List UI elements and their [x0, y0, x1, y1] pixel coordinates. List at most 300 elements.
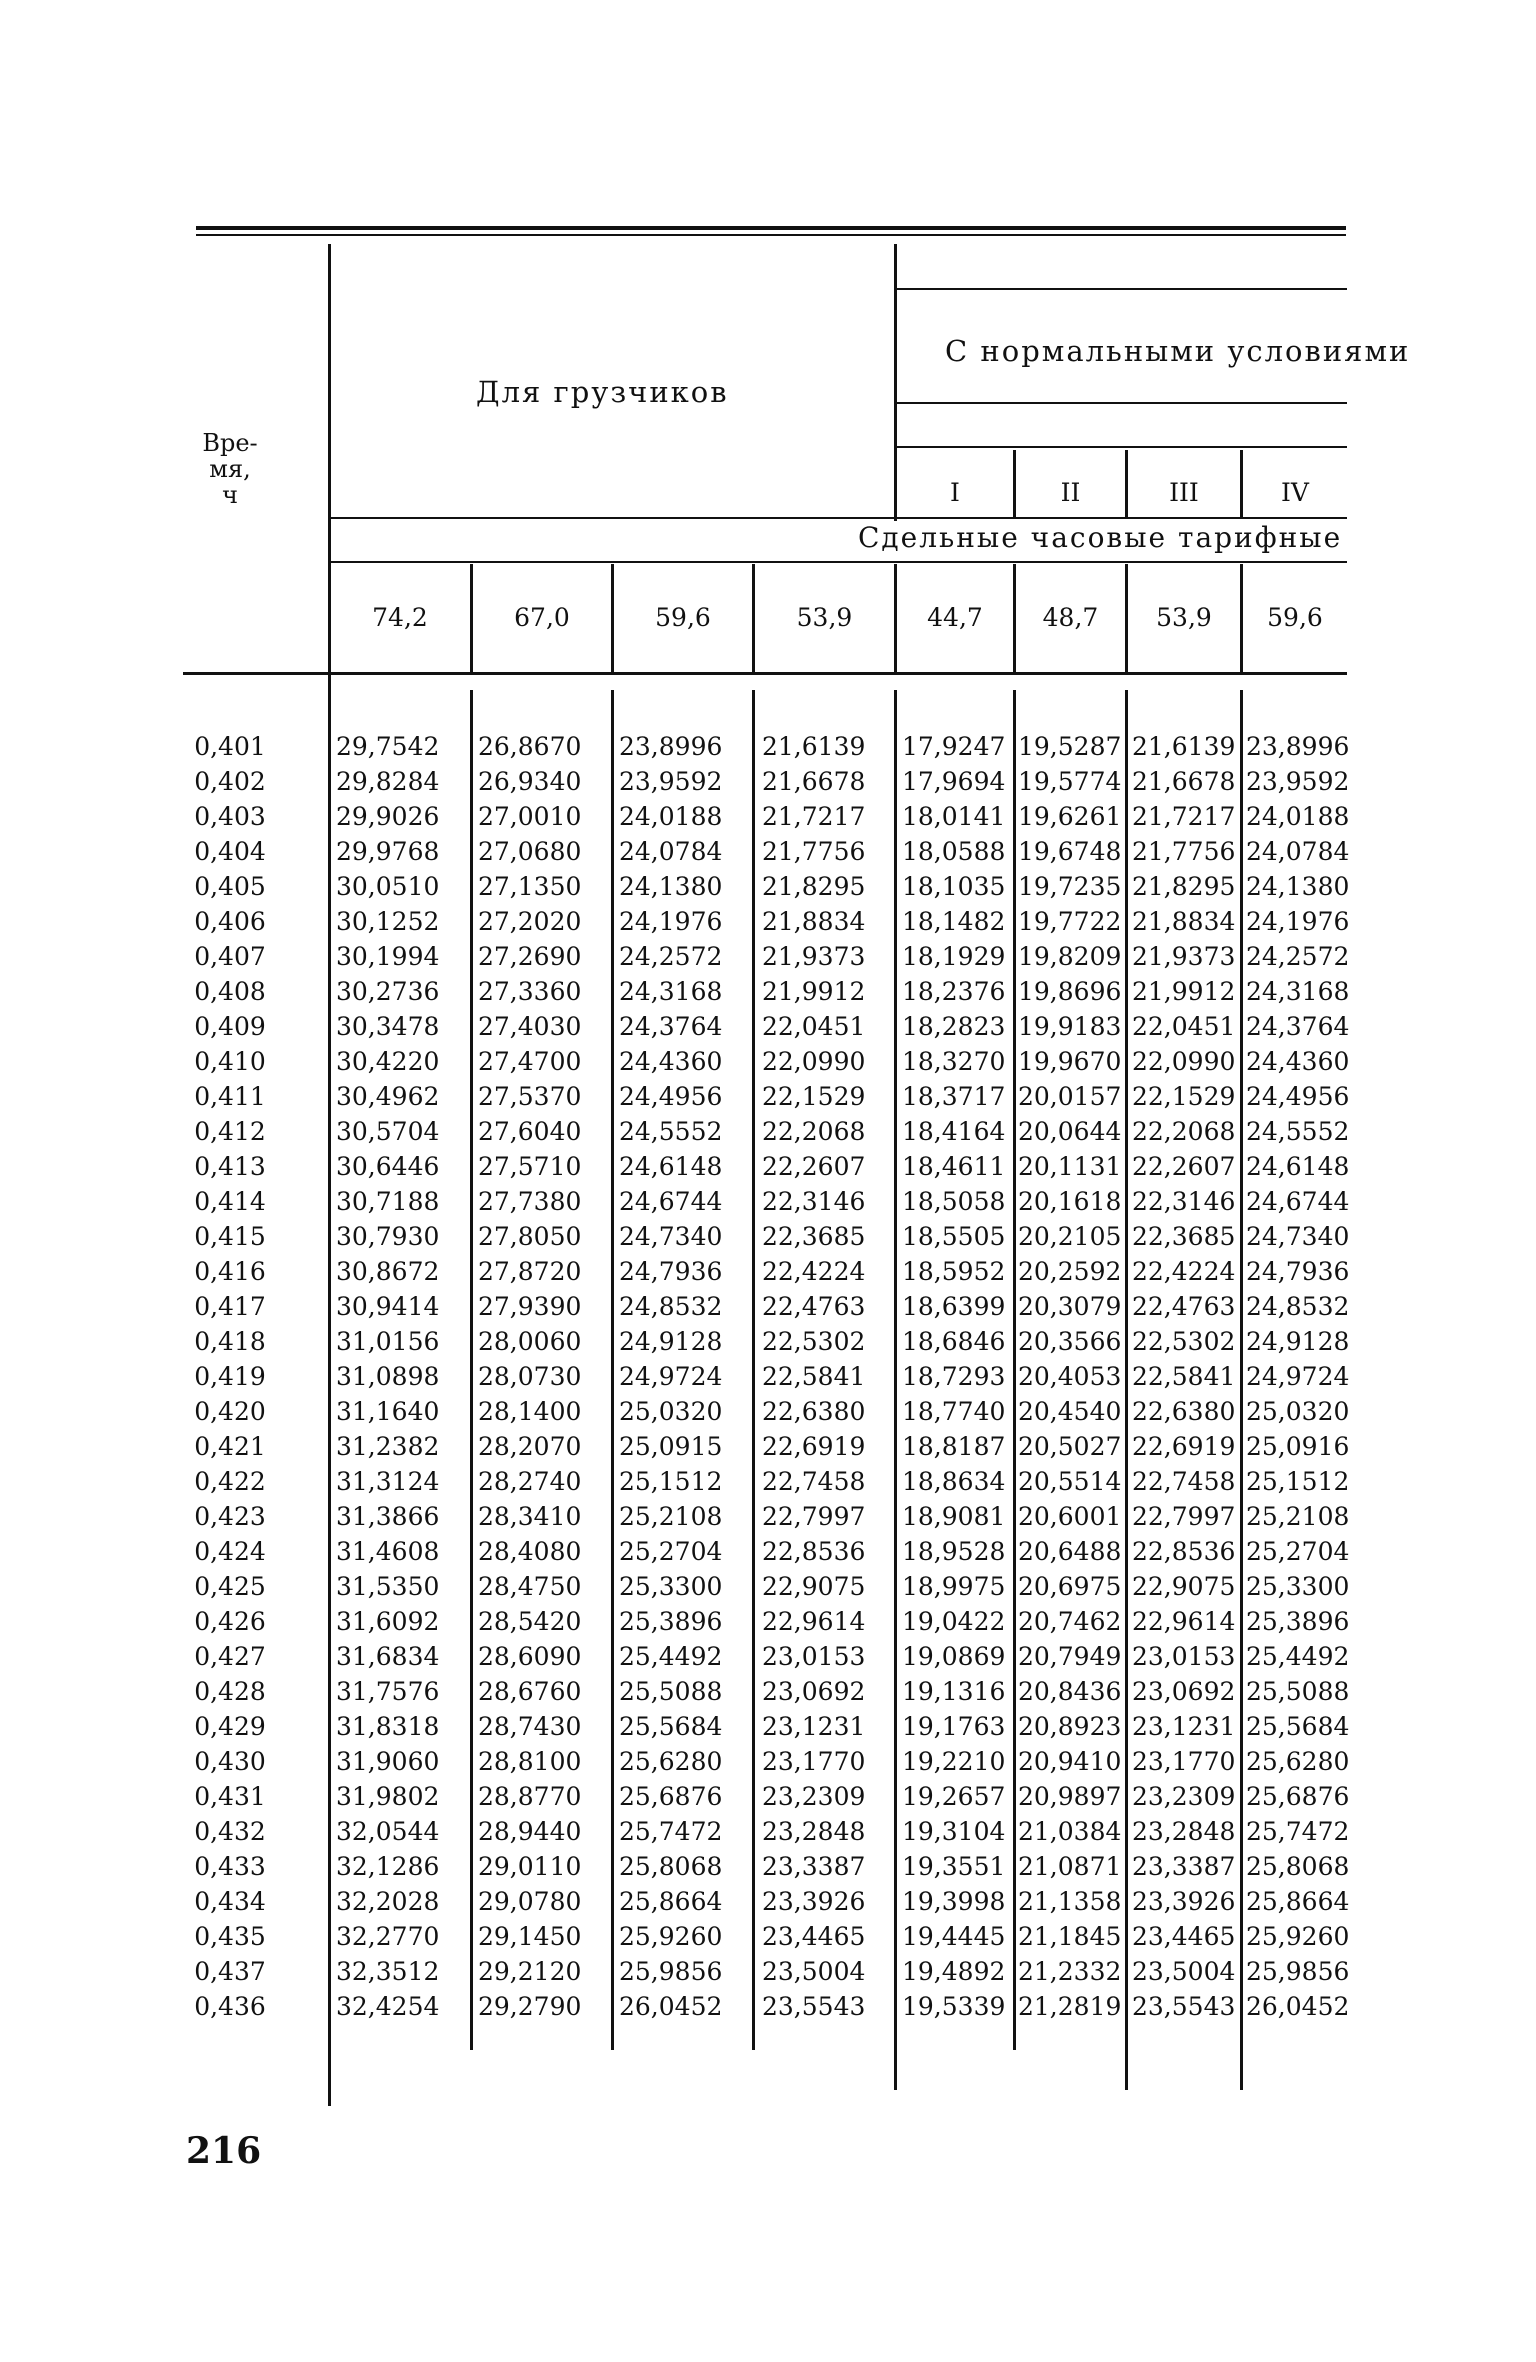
value-cell: 31,8318: [336, 1712, 440, 1741]
value-cell: 31,6092: [336, 1607, 440, 1636]
rate-header-7: 53,9: [1156, 603, 1212, 632]
value-cell: 20,8436: [1018, 1677, 1122, 1706]
value-cell: 18,9528: [902, 1537, 1006, 1566]
value-cell: 30,1994: [336, 942, 440, 971]
time-cell: 0,409: [194, 1012, 266, 1041]
value-cell: 29,8284: [336, 767, 440, 796]
time-cell: 0,405: [194, 872, 266, 901]
value-cell: 23,2309: [762, 1782, 866, 1811]
value-cell: 25,0915: [619, 1432, 723, 1461]
value-cell: 28,5420: [478, 1607, 582, 1636]
value-cell: 25,0320: [1246, 1397, 1350, 1426]
value-cell: 24,4360: [1246, 1047, 1350, 1076]
top-rule: [196, 226, 1346, 230]
value-cell: 21,1845: [1018, 1922, 1122, 1951]
value-cell: 25,1512: [619, 1467, 723, 1496]
value-cell: 23,0692: [1132, 1677, 1236, 1706]
value-cell: 19,2657: [902, 1782, 1006, 1811]
value-cell: 20,7462: [1018, 1607, 1122, 1636]
value-cell: 24,0188: [619, 802, 723, 831]
value-cell: 24,1380: [619, 872, 723, 901]
time-cell: 0,419: [194, 1362, 266, 1391]
value-cell: 26,0452: [1246, 1992, 1350, 2021]
value-cell: 22,5302: [1132, 1327, 1236, 1356]
value-cell: 18,7293: [902, 1362, 1006, 1391]
value-cell: 19,5774: [1018, 767, 1122, 796]
value-cell: 19,3551: [902, 1852, 1006, 1881]
time-cell: 0,401: [194, 732, 266, 761]
value-cell: 18,1929: [902, 942, 1006, 971]
top-rule-thin: [196, 234, 1346, 236]
value-cell: 25,7472: [619, 1817, 723, 1846]
time-cell: 0,407: [194, 942, 266, 971]
body-rule-1: [470, 690, 473, 2050]
value-cell: 30,3478: [336, 1012, 440, 1041]
value-cell: 25,6280: [619, 1747, 723, 1776]
value-cell: 26,8670: [478, 732, 582, 761]
value-cell: 20,9410: [1018, 1747, 1122, 1776]
value-cell: 27,0010: [478, 802, 582, 831]
value-cell: 20,1131: [1018, 1152, 1122, 1181]
rate-header-6: 48,7: [1042, 603, 1099, 632]
value-cell: 22,9075: [1132, 1572, 1236, 1601]
value-cell: 22,4763: [762, 1292, 866, 1321]
value-cell: 21,6678: [762, 767, 866, 796]
value-cell: 29,2790: [478, 1992, 582, 2021]
normal-conditions-header: С нормальными условиями: [945, 334, 1411, 368]
value-cell: 23,0153: [762, 1642, 866, 1671]
time-cell: 0,420: [194, 1397, 266, 1426]
value-column-3: [619, 729, 749, 2024]
value-cell: 31,0156: [336, 1327, 440, 1356]
value-cell: 21,8295: [1132, 872, 1236, 901]
value-cell: 23,3387: [762, 1852, 866, 1881]
value-cell: 18,6399: [902, 1292, 1006, 1321]
value-cell: 30,2736: [336, 977, 440, 1006]
value-cell: 25,5088: [1246, 1677, 1350, 1706]
time-cell: 0,412: [194, 1117, 266, 1146]
rates-label-top-rule: [330, 517, 1347, 519]
value-cell: 21,8834: [762, 907, 866, 936]
value-cell: 27,8050: [478, 1222, 582, 1251]
roman-IV: IV: [1281, 478, 1309, 507]
value-cell: 20,9897: [1018, 1782, 1122, 1811]
value-cell: 22,6380: [1132, 1397, 1236, 1426]
value-cell: 31,5350: [336, 1572, 440, 1601]
value-cell: 25,4492: [619, 1642, 723, 1671]
value-cell: 20,3079: [1018, 1292, 1122, 1321]
value-cell: 27,9390: [478, 1292, 582, 1321]
time-cell: 0,425: [194, 1572, 266, 1601]
value-cell: 19,3104: [902, 1817, 1006, 1846]
loaders-header: Для грузчиков: [476, 375, 729, 409]
value-cell: 30,4220: [336, 1047, 440, 1076]
value-cell: 22,7997: [1132, 1502, 1236, 1531]
time-cell: 0,433: [194, 1852, 266, 1881]
value-cell: 27,5710: [478, 1152, 582, 1181]
value-cell: 22,9075: [762, 1572, 866, 1601]
value-cell: 24,3764: [1246, 1012, 1350, 1041]
value-cell: 22,4224: [1132, 1257, 1236, 1286]
value-cell: 19,2210: [902, 1747, 1006, 1776]
value-cell: 24,4956: [1246, 1082, 1350, 1111]
value-cell: 21,9912: [1132, 977, 1236, 1006]
value-cell: 31,1640: [336, 1397, 440, 1426]
body-rule-4: [894, 690, 897, 2090]
value-cell: 23,2309: [1132, 1782, 1236, 1811]
value-cell: 27,5370: [478, 1082, 582, 1111]
value-cell: 22,4763: [1132, 1292, 1236, 1321]
value-cell: 25,9260: [619, 1922, 723, 1951]
value-cell: 27,2690: [478, 942, 582, 971]
time-cell: 0,410: [194, 1047, 266, 1076]
value-cell: 27,3360: [478, 977, 582, 1006]
value-cell: 30,8672: [336, 1257, 440, 1286]
body-rule-5: [1013, 690, 1016, 2050]
value-cell: 20,1618: [1018, 1187, 1122, 1216]
value-cell: 19,6261: [1018, 802, 1122, 831]
body-rule-6: [1125, 690, 1128, 2090]
value-cell: 17,9694: [902, 767, 1006, 796]
value-cell: 23,5004: [762, 1957, 866, 1986]
value-cell: 20,3566: [1018, 1327, 1122, 1356]
value-cell: 28,1400: [478, 1397, 582, 1426]
value-cell: 24,9128: [1246, 1327, 1350, 1356]
value-cell: 24,7936: [1246, 1257, 1350, 1286]
value-cell: 21,6678: [1132, 767, 1236, 796]
value-cell: 23,8996: [619, 732, 723, 761]
value-cell: 22,4224: [762, 1257, 866, 1286]
value-cell: 25,3300: [1246, 1572, 1350, 1601]
time-cell: 0,415: [194, 1222, 266, 1251]
value-column-5: [902, 729, 1012, 2024]
value-cell: 23,3926: [1132, 1887, 1236, 1916]
rate-header-8: 59,6: [1267, 603, 1323, 632]
value-cell: 25,9260: [1246, 1922, 1350, 1951]
value-cell: 28,0060: [478, 1327, 582, 1356]
value-cell: 31,2382: [336, 1432, 440, 1461]
time-cell: 0,426: [194, 1607, 266, 1636]
value-cell: 30,5704: [336, 1117, 440, 1146]
value-cell: 28,2740: [478, 1467, 582, 1496]
value-cell: 30,6446: [336, 1152, 440, 1181]
value-cell: 25,2704: [1246, 1537, 1350, 1566]
value-cell: 20,0644: [1018, 1117, 1122, 1146]
value-cell: 18,5952: [902, 1257, 1006, 1286]
value-cell: 24,3764: [619, 1012, 723, 1041]
value-cell: 25,2704: [619, 1537, 723, 1566]
value-cell: 25,9856: [1246, 1957, 1350, 1986]
value-cell: 22,7458: [762, 1467, 866, 1496]
value-cell: 23,1770: [1132, 1747, 1236, 1776]
value-cell: 20,8923: [1018, 1712, 1122, 1741]
value-cell: 32,0544: [336, 1817, 440, 1846]
value-cell: 22,7997: [762, 1502, 866, 1531]
value-cell: 30,9414: [336, 1292, 440, 1321]
value-cell: 18,5058: [902, 1187, 1006, 1216]
value-cell: 30,7930: [336, 1222, 440, 1251]
value-cell: 18,1035: [902, 872, 1006, 901]
col-rule-time: [328, 244, 331, 2106]
value-cell: 19,5287: [1018, 732, 1122, 761]
value-cell: 24,7936: [619, 1257, 723, 1286]
time-cell: 0,434: [194, 1887, 266, 1916]
time-cell: 0,411: [194, 1082, 266, 1111]
value-cell: 23,1231: [1132, 1712, 1236, 1741]
value-cell: 22,2607: [1132, 1152, 1236, 1181]
value-cell: 27,2020: [478, 907, 582, 936]
roman-II: II: [1060, 478, 1081, 507]
value-cell: 18,7740: [902, 1397, 1006, 1426]
rates-label-bottom-rule: [330, 561, 1347, 563]
value-cell: 22,0990: [762, 1047, 866, 1076]
value-cell: 24,6148: [1246, 1152, 1350, 1181]
value-cell: 18,8634: [902, 1467, 1006, 1496]
value-cell: 19,6748: [1018, 837, 1122, 866]
value-cell: 21,7217: [1132, 802, 1236, 831]
time-cell: 0,414: [194, 1187, 266, 1216]
value-cell: 18,4164: [902, 1117, 1006, 1146]
value-cell: 23,2848: [1132, 1817, 1236, 1846]
value-cell: 22,6919: [762, 1432, 866, 1461]
value-cell: 25,0916: [1246, 1432, 1350, 1461]
value-cell: 30,0510: [336, 872, 440, 901]
value-cell: 20,5514: [1018, 1467, 1122, 1496]
value-cell: 32,2028: [336, 1887, 440, 1916]
value-cell: 22,3146: [1132, 1187, 1236, 1216]
value-column-7: [1132, 729, 1240, 2024]
value-cell: 28,8100: [478, 1747, 582, 1776]
value-cell: 27,0680: [478, 837, 582, 866]
time-column-header: Вре- мя, ч: [202, 429, 258, 509]
value-cell: 19,9670: [1018, 1047, 1122, 1076]
value-cell: 31,3866: [336, 1502, 440, 1531]
value-column-2: [478, 729, 608, 2024]
value-cell: 19,8209: [1018, 942, 1122, 971]
value-cell: 29,7542: [336, 732, 440, 761]
value-cell: 25,9856: [619, 1957, 723, 1986]
time-cell: 0,432: [194, 1817, 266, 1846]
value-cell: 23,9592: [1246, 767, 1350, 796]
time-cell: 0,428: [194, 1677, 266, 1706]
value-cell: 30,7188: [336, 1187, 440, 1216]
value-cell: 31,9060: [336, 1747, 440, 1776]
roman-III: III: [1169, 478, 1199, 507]
value-cell: 31,6834: [336, 1642, 440, 1671]
value-cell: 22,1529: [1132, 1082, 1236, 1111]
time-cell: 0,422: [194, 1467, 266, 1496]
value-cell: 21,0871: [1018, 1852, 1122, 1881]
value-cell: 19,0869: [902, 1642, 1006, 1671]
value-cell: 23,3926: [762, 1887, 866, 1916]
value-cell: 29,9768: [336, 837, 440, 866]
value-cell: 30,1252: [336, 907, 440, 936]
value-cell: 22,0451: [762, 1012, 866, 1041]
time-cell: 0,421: [194, 1432, 266, 1461]
time-cell: 0,406: [194, 907, 266, 936]
header-bottom-rule: [183, 672, 1347, 675]
value-cell: 28,6760: [478, 1677, 582, 1706]
value-cell: 25,5684: [1246, 1712, 1350, 1741]
value-cell: 18,0141: [902, 802, 1006, 831]
value-cell: 23,5543: [1132, 1992, 1236, 2021]
value-cell: 29,0780: [478, 1887, 582, 1916]
value-cell: 25,8664: [619, 1887, 723, 1916]
value-cell: 18,6846: [902, 1327, 1006, 1356]
value-column-8: [1246, 729, 1350, 2024]
value-cell: 19,3998: [902, 1887, 1006, 1916]
body-rule-2: [611, 690, 614, 2050]
value-cell: 24,7340: [619, 1222, 723, 1251]
roman-top-rule: [897, 446, 1347, 448]
value-cell: 28,4750: [478, 1572, 582, 1601]
value-cell: 22,6919: [1132, 1432, 1236, 1461]
value-cell: 25,3300: [619, 1572, 723, 1601]
value-cell: 32,4254: [336, 1992, 440, 2021]
time-cell: 0,430: [194, 1747, 266, 1776]
value-column-4: [762, 729, 892, 2024]
value-cell: 32,3512: [336, 1957, 440, 1986]
value-cell: 24,2572: [619, 942, 723, 971]
value-cell: 22,9614: [762, 1607, 866, 1636]
value-cell: 25,1512: [1246, 1467, 1350, 1496]
value-cell: 23,1231: [762, 1712, 866, 1741]
value-cell: 18,9975: [902, 1572, 1006, 1601]
value-cell: 26,0452: [619, 1992, 723, 2021]
time-cell: 0,436: [194, 1992, 266, 2021]
value-cell: 21,1358: [1018, 1887, 1122, 1916]
value-cell: 18,2823: [902, 1012, 1006, 1041]
time-cell: 0,424: [194, 1537, 266, 1566]
value-cell: 30,4962: [336, 1082, 440, 1111]
value-cell: 23,5004: [1132, 1957, 1236, 1986]
value-cell: 22,9614: [1132, 1607, 1236, 1636]
value-cell: 24,3168: [1246, 977, 1350, 1006]
value-cell: 23,4465: [1132, 1922, 1236, 1951]
value-cell: 20,6488: [1018, 1537, 1122, 1566]
value-cell: 21,8834: [1132, 907, 1236, 936]
value-cell: 23,0153: [1132, 1642, 1236, 1671]
value-cell: 18,0588: [902, 837, 1006, 866]
value-cell: 22,2068: [1132, 1117, 1236, 1146]
value-cell: 29,9026: [336, 802, 440, 831]
value-cell: 21,6139: [762, 732, 866, 761]
normal-conditions-bottom-rule: [897, 402, 1347, 404]
value-cell: 24,5552: [1246, 1117, 1350, 1146]
value-cell: 21,0384: [1018, 1817, 1122, 1846]
time-cell: 0,427: [194, 1642, 266, 1671]
value-cell: 24,6744: [619, 1187, 723, 1216]
value-cell: 24,6148: [619, 1152, 723, 1181]
time-cell: 0,437: [194, 1957, 266, 1986]
rate-header-3: 59,6: [655, 603, 711, 632]
value-cell: 22,1529: [762, 1082, 866, 1111]
value-cell: 25,6876: [619, 1782, 723, 1811]
value-cell: 25,4492: [1246, 1642, 1350, 1671]
value-cell: 24,2572: [1246, 942, 1350, 971]
value-cell: 24,0784: [619, 837, 723, 866]
value-cell: 28,4080: [478, 1537, 582, 1566]
value-cell: 24,4956: [619, 1082, 723, 1111]
value-cell: 22,3685: [1132, 1222, 1236, 1251]
time-cell: 0,418: [194, 1327, 266, 1356]
value-cell: 19,5339: [902, 1992, 1006, 2021]
value-cell: 25,3896: [1246, 1607, 1350, 1636]
value-cell: 22,7458: [1132, 1467, 1236, 1496]
time-cell: 0,417: [194, 1292, 266, 1321]
value-cell: 32,1286: [336, 1852, 440, 1881]
value-cell: 21,9912: [762, 977, 866, 1006]
value-cell: 27,6040: [478, 1117, 582, 1146]
value-cell: 24,1976: [1246, 907, 1350, 936]
value-cell: 20,4540: [1018, 1397, 1122, 1426]
value-cell: 21,7756: [762, 837, 866, 866]
value-cell: 25,2108: [619, 1502, 723, 1531]
value-cell: 18,3270: [902, 1047, 1006, 1076]
value-cell: 21,7756: [1132, 837, 1236, 866]
roman-I: I: [950, 478, 960, 507]
rate-header-2: 67,0: [514, 603, 570, 632]
value-cell: 20,0157: [1018, 1082, 1122, 1111]
body-rule-3: [752, 690, 755, 2050]
value-cell: 19,8696: [1018, 977, 1122, 1006]
time-cell: 0,402: [194, 767, 266, 796]
value-cell: 19,0422: [902, 1607, 1006, 1636]
value-cell: 32,2770: [336, 1922, 440, 1951]
normal-conditions-top-rule: [897, 288, 1347, 290]
value-cell: 22,8536: [1132, 1537, 1236, 1566]
time-cell: 0,408: [194, 977, 266, 1006]
value-cell: 19,1763: [902, 1712, 1006, 1741]
value-cell: 20,6975: [1018, 1572, 1122, 1601]
value-cell: 17,9247: [902, 732, 1006, 761]
value-cell: 21,8295: [762, 872, 866, 901]
value-cell: 27,8720: [478, 1257, 582, 1286]
value-cell: 24,1976: [619, 907, 723, 936]
value-cell: 25,5088: [619, 1677, 723, 1706]
value-cell: 24,9724: [1246, 1362, 1350, 1391]
value-cell: 21,9373: [1132, 942, 1236, 971]
value-cell: 19,4892: [902, 1957, 1006, 1986]
value-cell: 18,1482: [902, 907, 1006, 936]
value-cell: 22,6380: [762, 1397, 866, 1426]
value-cell: 29,2120: [478, 1957, 582, 1986]
rates-header: Сдельные часовые тарифные: [858, 521, 1343, 554]
value-cell: 29,1450: [478, 1922, 582, 1951]
value-cell: 24,5552: [619, 1117, 723, 1146]
value-cell: 23,3387: [1132, 1852, 1236, 1881]
value-cell: 24,4360: [619, 1047, 723, 1076]
value-cell: 24,6744: [1246, 1187, 1350, 1216]
value-cell: 31,7576: [336, 1677, 440, 1706]
value-cell: 22,0451: [1132, 1012, 1236, 1041]
value-cell: 25,3896: [619, 1607, 723, 1636]
value-cell: 27,7380: [478, 1187, 582, 1216]
value-column-6: [1018, 729, 1124, 2024]
value-cell: 31,4608: [336, 1537, 440, 1566]
value-cell: 22,3685: [762, 1222, 866, 1251]
value-cell: 23,9592: [619, 767, 723, 796]
value-cell: 25,6876: [1246, 1782, 1350, 1811]
rate-header-5: 44,7: [927, 603, 983, 632]
value-cell: 19,7722: [1018, 907, 1122, 936]
page-number: 216: [186, 2130, 262, 2172]
value-cell: 25,8068: [619, 1852, 723, 1881]
time-cell: 0,435: [194, 1922, 266, 1951]
value-cell: 21,7217: [762, 802, 866, 831]
value-cell: 24,0188: [1246, 802, 1350, 831]
value-column-1: [336, 729, 466, 2024]
